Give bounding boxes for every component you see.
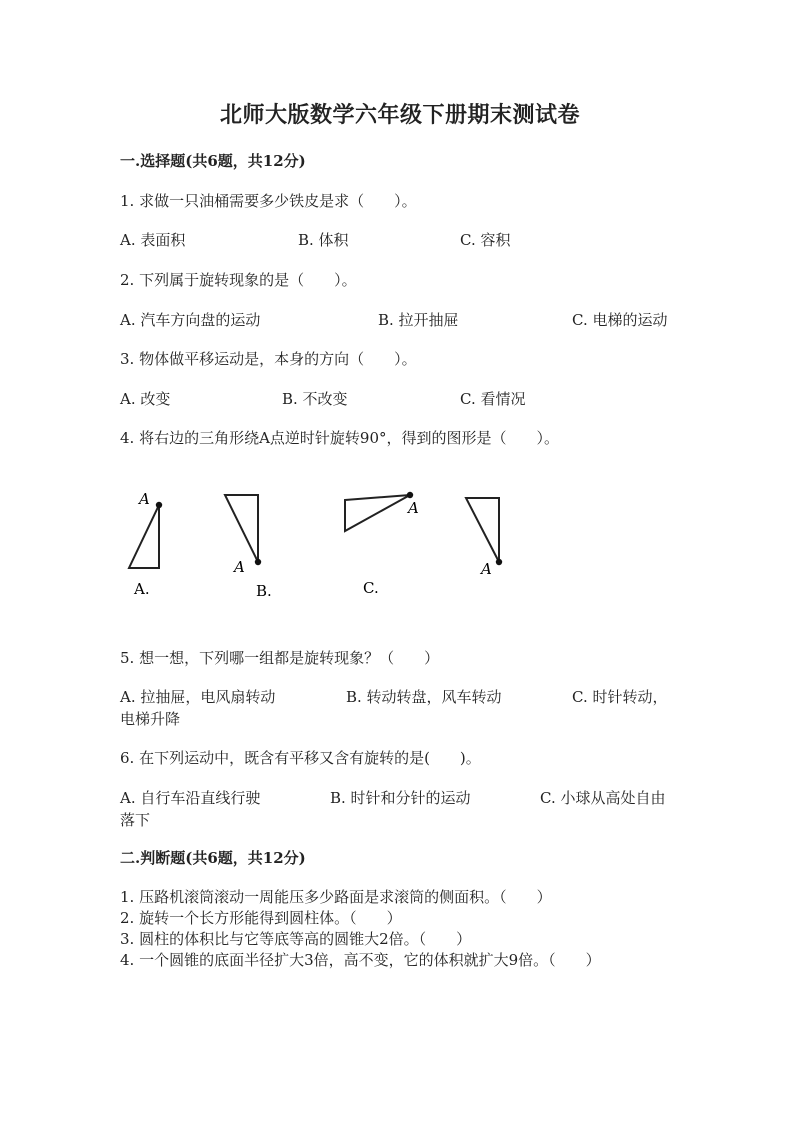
question-2-stem: 2. 下列属于旋转现象的是（ ）。 bbox=[120, 271, 357, 289]
judgement-question-3: 3. 圆柱的体积比与它等底等高的圆锥大2倍。（ ） bbox=[120, 930, 472, 948]
triangle-option-c bbox=[345, 492, 419, 597]
point-a-label: A bbox=[481, 560, 492, 578]
question-2-option-c: C. 电梯的运动 bbox=[572, 311, 668, 329]
question-2-option-a: A. 汽车方向盘的运动 bbox=[120, 311, 261, 329]
question-1-stem: 1. 求做一只油桶需要多少铁皮是求（ ）。 bbox=[120, 192, 417, 210]
question-6-option-b: B. 时针和分针的运动 bbox=[330, 789, 471, 807]
point-a-label: A bbox=[234, 558, 245, 576]
question-6-stem: 6. 在下列运动中，既含有平移又含有旋转的是( )。 bbox=[120, 749, 481, 767]
question-1-option-c: C. 容积 bbox=[460, 231, 511, 249]
figure-option-a-label: A. bbox=[134, 580, 150, 598]
question-3-option-a: A. 改变 bbox=[120, 390, 171, 408]
triangle-option-a bbox=[129, 490, 162, 598]
section-heading-judgement: 二.判断题(共6题，共12分) bbox=[120, 849, 306, 867]
question-5-option-c: C. 时针转动， bbox=[572, 688, 668, 706]
triangle-original bbox=[466, 498, 502, 578]
judgement-question-2: 2. 旋转一个长方形能得到圆柱体。（ ） bbox=[120, 909, 402, 927]
question-2-option-b: B. 拉开抽屉 bbox=[378, 311, 459, 329]
question-6-option-a: A. 自行车沿直线行驶 bbox=[120, 789, 261, 807]
question-6-option-c: C. 小球从高处自由 bbox=[540, 789, 666, 807]
question-3-stem: 3. 物体做平移运动是，本身的方向（ ）。 bbox=[120, 350, 417, 368]
question-1-option-a: A. 表面积 bbox=[120, 231, 186, 249]
point-a-dot bbox=[255, 559, 261, 565]
question-3-option-c: C. 看情况 bbox=[460, 390, 526, 408]
point-a-dot bbox=[156, 502, 162, 508]
question-3-option-b: B. 不改变 bbox=[282, 390, 348, 408]
question-4-figure bbox=[110, 480, 530, 610]
page-title: 北师大版数学六年级下册期末测试卷 bbox=[219, 102, 580, 128]
judgement-question-4: 4. 一个圆锥的底面半径扩大3倍，高不变，它的体积就扩大9倍。（ ） bbox=[120, 951, 601, 969]
question-1-option-b: B. 体积 bbox=[298, 231, 349, 249]
figure-option-b-label: B. bbox=[256, 582, 272, 600]
point-a-dot bbox=[407, 492, 413, 498]
judgement-question-1: 1. 压路机滚筒滚动一周能压多少路面是求滚筒的侧面积。（ ） bbox=[120, 888, 552, 906]
point-a-label: A bbox=[408, 499, 419, 517]
section-heading-choice: 一.选择题(共6题，共12分) bbox=[120, 152, 306, 170]
question-6-option-c-continued: 落下 bbox=[120, 811, 151, 829]
question-5-option-c-continued: 电梯升降 bbox=[120, 710, 181, 728]
question-5-stem: 5. 想一想，下列哪一组都是旋转现象？（ ） bbox=[120, 649, 440, 667]
question-5-option-a: A. 拉抽屉，电风扇转动 bbox=[120, 688, 276, 706]
figure-option-c-label: C. bbox=[363, 579, 379, 597]
point-a-dot bbox=[496, 559, 502, 565]
point-a-label: A bbox=[139, 490, 150, 508]
question-4-stem: 4. 将右边的三角形绕A点逆时针旋转90°，得到的图形是（ ）。 bbox=[120, 429, 560, 447]
triangle-option-b bbox=[225, 495, 272, 600]
question-5-option-b: B. 转动转盘，风车转动 bbox=[346, 688, 502, 706]
